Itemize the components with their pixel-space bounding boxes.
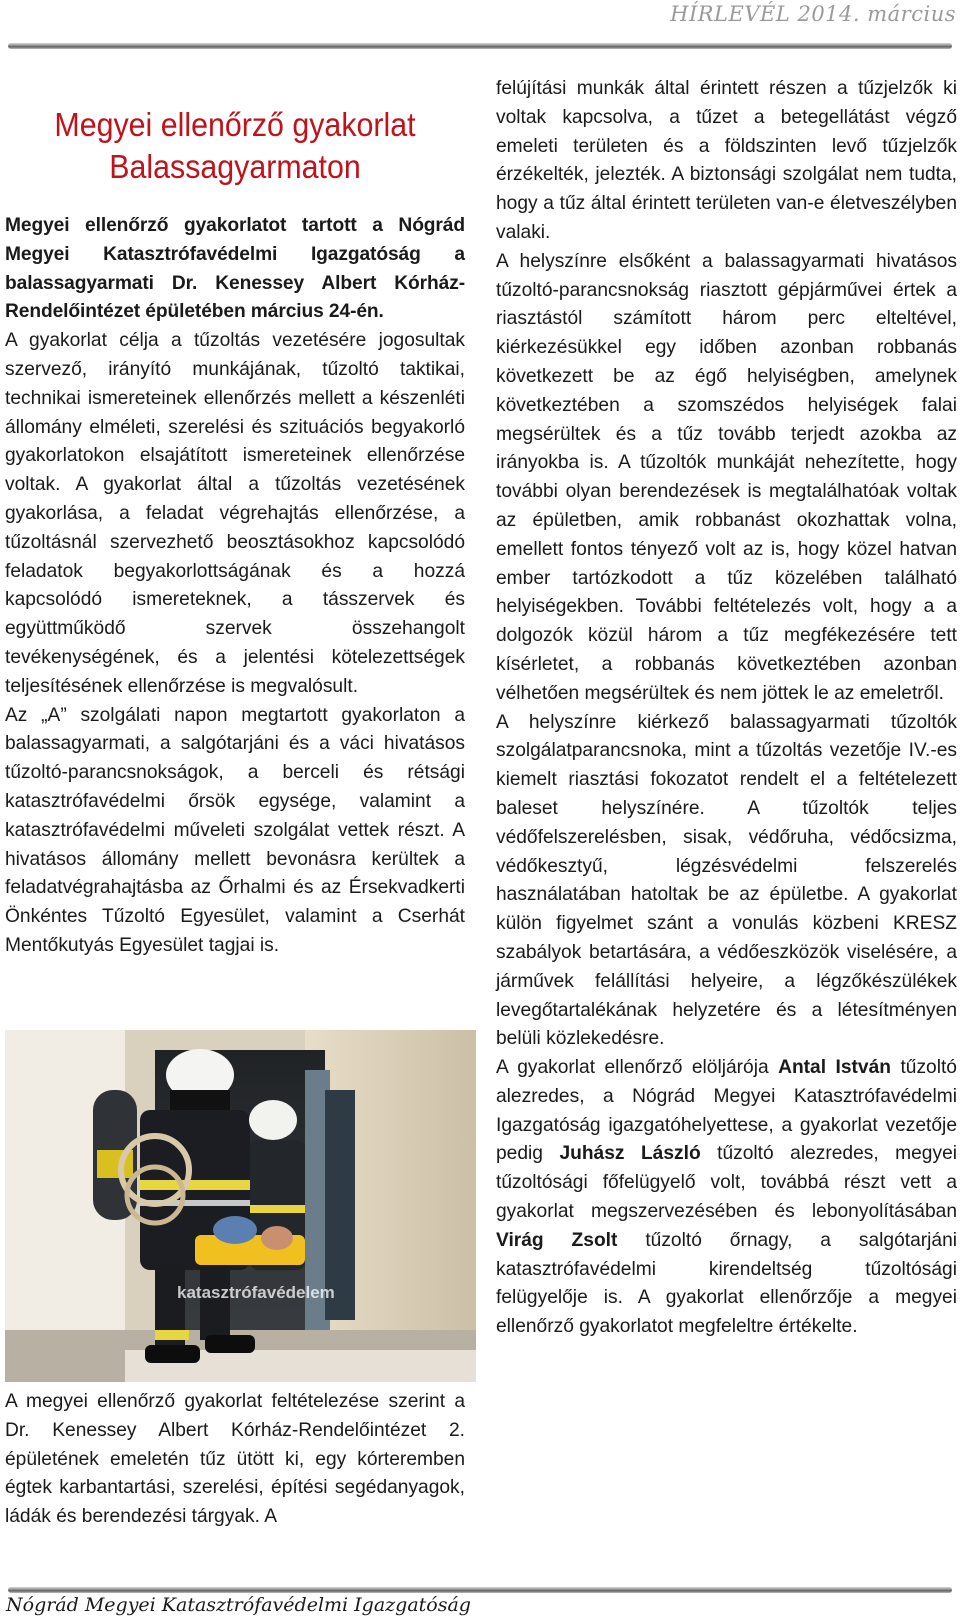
header-divider	[8, 43, 952, 49]
article-paragraph-2: Az „A” szolgálati napon megtartott gyakorlaton a balassagyarmati, a salgótarjáni és a váci hivatásos tűzoltó-parancsnokságok, a berceli és rétsági katasztrófavédelmi őrsök egysége, valamint a katasztrófavédelmi műveleti szolgálat vettek részt. A hivatásos állomány mellett bevonásra kerültek a feladatvégrahajtásba az Őrhalmi és az Érsekvadkerti Önkéntes Tűzoltó Egyesület, valamint a Cserhát Mentőkutyás Egyesület tagjai is.	[5, 704, 465, 956]
person-name-antal-istvan: Antal István	[778, 1057, 891, 1079]
article-paragraph-1: A gyakorlat célja a tűzoltás vezetésére jogosultak szervező, irányító munkájának, tűzoltó taktikai, technikai ismereteinek ellenőrzés mellett a készenléti állomány elméleti, szerelési és szituációs begyakorló gyakorlatokon elsajátított ismereteinek ellenőrzése voltak. A gyakorlat által a tűzoltás vezetésének gyakorlása, a feladat végrehajtás ellenőrzése, a tűzoltásnál szervezhető beosztásokhoz kapcsolódó feladatok begyakorlottságának és a hozzá kapcsolódó ismereteknek, a tásszervek és együttműködő szervek összehangolt tevékenységének, és a jelentési kötelezettségek teljesítésének ellenőrzése is megvalósult.	[5, 330, 465, 697]
right-paragraph-1: felújítási munkák által érintett részen a tűzjelzők ki voltak kapcsolva, a tűzet a betegellátást végző emeleti területen és a földszinten levő tűzjelzők érzékelték, jelezték. A biztonsági szolgálat nem tudta, hogy a tűz által érintett területen van-e életveszélyben valaki.	[496, 78, 957, 243]
person-name-juhasz-laszlo: Juhász László	[559, 1143, 701, 1165]
right-paragraph-2: A helyszínre elsőként a balassagyarmati hivatásos tűzoltó-parancsnokság riasztott gépjárművei értek a riasztástól számított három perc elteltével, kiérkezésükkel egy időben azonban robbanás következett be az égő helyiségben, amelynek következtében a szomszédos helyiségek falai megsérültek és a tűz tovább terjedt azokba az irányokba is. A tűzoltók munkáját nehezítette, hogy további olyan berendezések is megtalálhatóak voltak az épületben, amik robbanást okozhattak volna, emellett fontos tényező volt az is, hogy közel hatvan ember tartózkodott a tűz közelében található helyiségekben. További feltételezés volt, hogy a a dolgozók közül három a tűz megfékezésére tett kísérletet, a robbanás következtében azonban vélhetően megsérültek és nem jöttek le az emeletről.	[496, 250, 957, 704]
right-paragraph-4-part-a: A gyakorlat ellenőrző elöljárója	[496, 1057, 779, 1079]
right-paragraph-4	[496, 1054, 957, 1342]
footer-divider	[8, 1587, 952, 1593]
right-paragraph-4-part-c: tűzoltó alezredes, megyei tűzoltósági főfelügyelő volt, továbbá részt vett a gyakorlat megszervezésében és lebonyolításában	[496, 1143, 958, 1223]
right-paragraph-4-part-b: tűzoltó alezredes, a Nógrád Megyei Katasztrófavédelmi Igazgatóság igazgatóhelyettese, a gyakorlat vezetője pedig	[496, 1057, 957, 1165]
left-column	[5, 212, 465, 961]
right-column	[496, 75, 957, 1342]
firefighters-photo	[5, 1030, 476, 1382]
headline-line-2: Balassagyarmaton	[109, 148, 361, 185]
photo-caption-text: A megyei ellenőrző gyakorlat feltételezése szerint a Dr. Kenessey Albert Kórház-Rendelőintézet 2. épületének emeletén tűz ütött ki, egy kórteremben égtek karbantartási, szerelési, építési segédanyagok, ládák és berendezési tárgyak. A	[5, 1391, 465, 1528]
article-lede: Megyei ellenőrző gyakorlatot tartott a Nógrád Megyei Katasztrófavédelmi Igazgatóság a balassagyarmati Dr. Kenessey Albert Kórház-Rendelőintézet épületében március 24-én.	[5, 215, 465, 323]
footer-organization-name: Nógrád Megyei Katasztrófavédelmi Igazgatóság	[6, 1594, 471, 1616]
right-paragraph-4-part-d: tűzoltó őrnagy, a salgótarjáni katasztrófavédelmi kirendeltség tűzoltósági felügyelője is. A gyakorlat ellenőrzője a megyei ellenőrző gyakorlatot megfeleltre értékelte.	[496, 1229, 957, 1338]
newsletter-header-title: HÍRLEVÉL 2014. március	[670, 2, 956, 26]
photo-watermark: katasztrófavédelem	[177, 1283, 335, 1302]
right-paragraph-3: A helyszínre kiérkező balassagyarmati tűzoltók szolgálatparancsnoka, mint a tűzoltás vezetője IV.-es kiemelt riasztási fokozatot rendelt el a feltételezett baleset helyszínére. A tűzoltók teljes védőfelszerelésben, sisak, védőruha, védőcsizma, védőkesztyű, légzésvédelmi felszerelés használatában hatoltak be az épületbe. A gyakorlat külön figyelmet szánt a vonulás közbeni KRESZ szabályok betartására, a védőeszközök viselésére, a járművek felállítási helyeire, a légzőkészülékek levegőtartalékának helyzetére és a létesítményen belüli közlekedésre.	[496, 711, 957, 1050]
headline-line-1: Megyei ellenőrző gyakorlat	[54, 106, 416, 143]
person-name-virag-zsolt: Virág Zsolt	[496, 1229, 618, 1251]
photo-illustration	[5, 1030, 476, 1382]
article-headline	[19, 104, 451, 188]
